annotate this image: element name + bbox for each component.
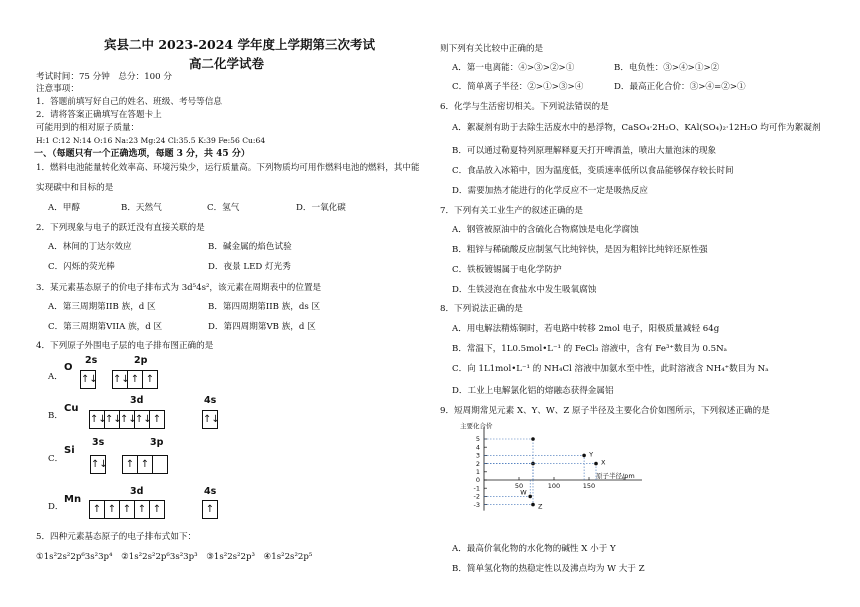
orbital-boxes-3d xyxy=(89,500,165,519)
orbital-box: ↑ xyxy=(152,414,162,425)
note-1: 1．答题前填写好自己的姓名、班级、考号等信息 xyxy=(36,97,222,107)
x-tick-label: 50 xyxy=(514,482,524,490)
q6-option-b: B．可以通过勒夏特列原理解释夏天打开啤酒盖，喷出大量泡沫的现象 xyxy=(452,146,717,156)
exam-title: 宾县二中 2023-2024 学年度上学期第三次考试 xyxy=(104,37,375,52)
orbital-box: ↑↓ xyxy=(113,371,128,388)
y-tick-label: 3 xyxy=(475,451,480,460)
q1-stem-line2: 实现碳中和目标的是 xyxy=(36,183,114,193)
q7-option-c: C．铁板镀锡属于电化学防护 xyxy=(452,265,562,275)
orbital-box: ↑↓ xyxy=(81,374,98,385)
subshell-label: 2s xyxy=(85,355,98,366)
orbital-box: ↑↓ xyxy=(120,411,135,428)
orbital-box: ↑ xyxy=(135,501,150,518)
q5-option-d: D．最高正化合价：③>④=②>① xyxy=(614,82,746,92)
q4-option-d-label: D． xyxy=(48,502,64,512)
point-label: X xyxy=(601,458,606,467)
orbital-box: ↑ xyxy=(128,371,143,388)
x-tick-label: 100 xyxy=(547,482,561,490)
q1-stem-line1: 1．燃料电池能量转化效率高、环境污染少，运行质量高。下列物质均可用作燃料电池的燃料，其中能 xyxy=(36,163,420,173)
subshell-label: 3d xyxy=(130,486,144,497)
q5-continuation: 则下列有关比较中正确的是 xyxy=(440,44,544,54)
q2-stem: 2．下列现象与电子的跃迁没有直接关联的是 xyxy=(36,223,205,233)
orbital-boxes-4s xyxy=(202,500,218,519)
data-point xyxy=(594,462,598,466)
q3-stem: 3．某元素基态原子的价电子排布式为 3d⁵4s²，该元素在周期表中的位置是 xyxy=(36,283,322,293)
q2-option-d: D．夜景 LED 灯光秀 xyxy=(208,262,291,272)
orbital-box: ↑ xyxy=(152,504,162,515)
q5-option-b: B．电负性：③>④>①>② xyxy=(614,63,720,73)
orbital-box: ↑ xyxy=(145,374,155,385)
q5-option-a: A．第一电离能：④>③>②>① xyxy=(452,63,575,73)
notes-title: 注意事项： xyxy=(36,84,79,94)
section-heading: 一、（每题只有一个正确选项，每题 3 分，共 45 分） xyxy=(34,149,250,159)
y-tick-label: -3 xyxy=(473,500,480,509)
q7-option-b: B．粗锌与稀硫酸反应制氢气比纯锌快，是因为粗锌比纯锌还原性强 xyxy=(452,245,708,255)
element-symbol: O xyxy=(64,362,73,373)
q8-option-c: C．向 1L1mol•L⁻¹ 的 NH₄Cl 溶液中加氨水至中性，此时溶液含 NH₄⁺数目为 Nₐ xyxy=(452,364,769,374)
q6-option-a: A．絮凝剂有助于去除生活废水中的悬浮物，CaSO₄·2H₂O、KAl(SO₄)₂·12H₂O 均可作为絮凝剂 xyxy=(452,123,821,133)
q1-option-a: A．甲醇 xyxy=(48,203,80,213)
subshell-label: 3p xyxy=(150,437,164,448)
q5-configs: ①1s²2s²2p⁶3s²3p⁴ ②1s²2s²2p⁶3s²3p³ ③1s²2s²2p³ ④1s²2s²2p⁵ xyxy=(36,552,313,562)
q2-option-c: C．闪烁的荧光棒 xyxy=(48,262,115,272)
q3-option-a: A．第三周期第IIB 族，d 区 xyxy=(48,302,156,312)
q9-option-a: A．最高价氧化物的水化物的碱性 X 小于 Y xyxy=(452,544,616,554)
orbital-boxes-3d xyxy=(89,410,165,429)
q8-stem: 8．下列说法正确的是 xyxy=(440,304,523,314)
q4-stem: 4．下列原子外围电子层的电子排布图正确的是 xyxy=(36,341,214,351)
q3-option-b: B．第四周期第IIB 族，ds 区 xyxy=(208,302,321,312)
subshell-label: 2p xyxy=(134,355,148,366)
q4-option-b-label: B． xyxy=(48,411,63,421)
orbital-box: ↑↓ xyxy=(105,411,120,428)
subshell-label: 4s xyxy=(204,486,217,497)
orbital-boxes-4s xyxy=(202,410,218,429)
y-tick-label: 4 xyxy=(475,443,480,452)
point-label: Y xyxy=(589,450,594,459)
orbital-box xyxy=(153,456,167,473)
q7-option-a: A．钢管被原油中的含硫化合物腐蚀是电化学腐蚀 xyxy=(452,225,639,235)
data-point xyxy=(528,495,532,499)
y-tick-label: 1 xyxy=(475,468,480,476)
orbital-box: ↑↓ xyxy=(90,411,105,428)
y-axis-label: 主要化合价 xyxy=(460,422,493,430)
q9-option-b: B．简单氢化物的热稳定性以及沸点均为 W 大于 Z xyxy=(452,564,645,574)
orbital-box: ↑ xyxy=(120,501,135,518)
q8-option-b: B．常温下，1L0.5mol•L⁻¹ 的 FeCl₃ 溶液中，含有 Fe³⁺数目为 0.5Nₐ xyxy=(452,344,727,354)
q7-option-d: D．生铁浸泡在食盐水中发生吸氧腐蚀 xyxy=(452,285,597,295)
orbital-box: ↑ xyxy=(123,456,138,473)
q7-stem: 7．下列有关工业生产的叙述正确的是 xyxy=(440,206,583,216)
subshell-label: 4s xyxy=(204,395,217,406)
q5-stem: 5．四种元素基态原子的电子排布式如下： xyxy=(36,532,197,542)
atomic-masses: H:1 C:12 N:14 O:16 Na:23 Mg:24 Cl:35.5 K:39 Fe:56 Cu:64 xyxy=(36,136,266,145)
orbital-boxes-3s xyxy=(90,455,106,474)
element-symbol: Mn xyxy=(64,494,82,505)
y-tick-label: -2 xyxy=(473,492,480,501)
orbital-box: ↑↓ xyxy=(203,414,220,425)
q6-option-d: D．需要加热才能进行的化学反应不一定是吸热反应 xyxy=(452,186,648,196)
data-point xyxy=(531,437,535,441)
q2-option-b: B．碱金属的焰色试验 xyxy=(208,242,292,252)
q1-option-b: B．天然气 xyxy=(121,203,162,213)
orbital-box: ↑↓ xyxy=(135,411,150,428)
q1-option-d: D．一氧化碳 xyxy=(296,203,346,213)
q1-option-c: C．氢气 xyxy=(207,203,240,213)
orbital-box: ↑ xyxy=(90,501,105,518)
subshell-label: 3d xyxy=(130,395,144,406)
data-point xyxy=(531,503,535,507)
orbital-boxes-2p xyxy=(112,370,158,389)
atomic-mass-title: 可能用到的相对原子质量： xyxy=(36,123,140,133)
q6-stem: 6．化学与生活密切相关。下列说法错误的是 xyxy=(440,102,609,112)
orbital-box: ↑ xyxy=(205,504,215,515)
y-tick-label: 0 xyxy=(475,476,480,485)
orbital-boxes-3p xyxy=(122,455,168,474)
orbital-box: ↑ xyxy=(105,501,120,518)
subshell-label: 3s xyxy=(92,437,105,448)
data-point xyxy=(582,454,586,458)
q4-option-c-label: C． xyxy=(48,454,64,464)
note-2: 2．请将答案正确填写在答题卡上 xyxy=(36,110,162,120)
element-symbol: Cu xyxy=(64,403,79,414)
orbital-box: ↑↓ xyxy=(91,459,108,470)
q2-option-a: A．林间的丁达尔效应 xyxy=(48,242,132,252)
point-label: Z xyxy=(538,502,543,511)
q4-option-a-label: A． xyxy=(48,372,63,382)
x-axis-label: 原子半径/pm xyxy=(596,472,635,480)
exam-subtitle: 高二化学试卷 xyxy=(189,56,265,71)
x-tick-label: 150 xyxy=(582,482,596,490)
point-label: W xyxy=(520,488,527,497)
q6-option-c: C．食品放入冰箱中，因为温度低，变质速率低所以食品能够保存较长时间 xyxy=(452,166,734,176)
y-tick-label: -1 xyxy=(473,484,480,493)
y-tick-label: 5 xyxy=(475,435,480,444)
time-score: 考试时间：75 分钟 总分：100 分 xyxy=(36,72,172,82)
q8-option-d: D．工业上电解氯化铝的熔融态获得金属铝 xyxy=(452,386,614,396)
element-symbol: Si xyxy=(64,445,75,456)
q8-option-a: A．用电解法精炼铜时，若电路中转移 2mol 电子，阳极质量减轻 64g xyxy=(452,324,720,334)
q5-option-c: C．简单离子半径：②>①>③>④ xyxy=(452,82,584,92)
orbital-box: ↑ xyxy=(138,456,153,473)
y-tick-label: 2 xyxy=(475,459,480,468)
orbital-boxes-2s xyxy=(80,370,96,389)
q3-option-d: D．第四周期第VB 族，d 区 xyxy=(208,322,316,332)
q3-option-c: C．第三周期第VIIA 族，d 区 xyxy=(48,322,163,332)
q9-radius-valence-chart xyxy=(448,420,648,532)
q9-stem: 9．短周期常见元素 X、Y、W、Z 原子半径及主要化合价如图所示，下列叙述正确的是 xyxy=(440,406,770,416)
